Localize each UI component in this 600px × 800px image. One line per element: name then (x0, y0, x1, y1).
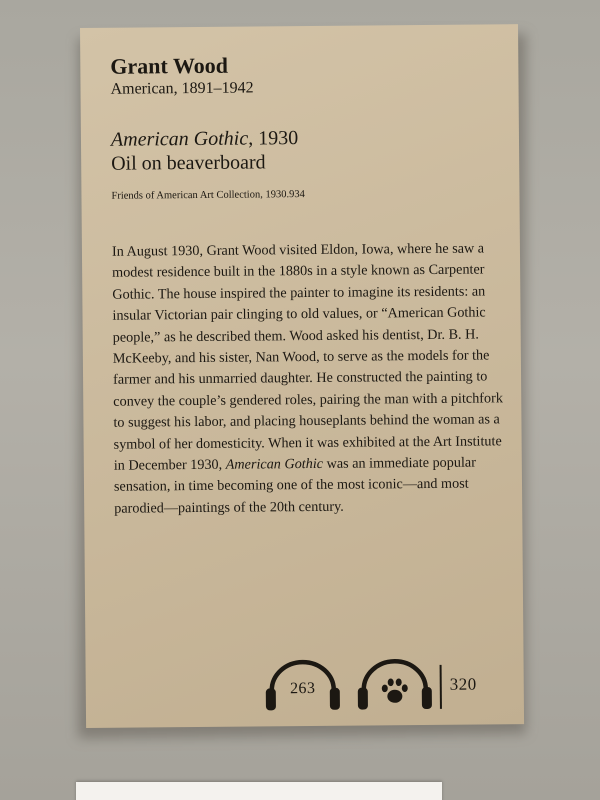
label-description (112, 238, 510, 520)
adjacent-label-edge (76, 782, 442, 800)
artwork-medium: Oil on beaverboard (111, 151, 266, 175)
description-title-italic: American Gothic (225, 455, 324, 473)
credit-line: Friends of American Art Collection, 1930.934 (111, 189, 305, 202)
description-text: In August 1930, Grant Wood visited Eldon, Iowa, where he saw a modest residence built in the 1880s in a style known as Carpenter Gothic. The house inspired the painter to imagine its residents: an insular Victorian pair clinging to old values, or “American Gothic people,” as he described them. Wood asked his dentist, Dr. B. H. McKeeby, and his sister, Nan Wood, to serve as the models for the farmer and his unmarried daughter. He constructed the painting to convey the couple’s gendered roles, pairing the man with a pitchfork to suggest his labor, and placing houseplants behind the woman as a symbol of her domesticity. When it was exhibited at the Art Institute in December 1930, (111, 240, 503, 474)
audio-guide-row (263, 654, 504, 726)
audio-stop-number: 263 (289, 679, 316, 698)
artwork-year: , 1930 (248, 127, 299, 150)
family-stop-number: 320 (449, 674, 477, 694)
artist-nationality-dates: American, 1891–1942 (110, 79, 254, 98)
audio-stop-family (355, 655, 434, 716)
museum-wall-label (80, 24, 524, 728)
artwork-title-line (111, 124, 497, 151)
paw-print-icon (380, 677, 410, 705)
artist-name: Grant Wood (110, 52, 229, 79)
audio-stop-adult (263, 656, 342, 717)
description-text-end: was an immediate popular sensation, in time becoming one of the most iconic—and most parodied—paintings of the 20th century. (113, 454, 476, 517)
artwork-title: American Gothic (110, 127, 249, 151)
audio-divider (440, 665, 442, 709)
